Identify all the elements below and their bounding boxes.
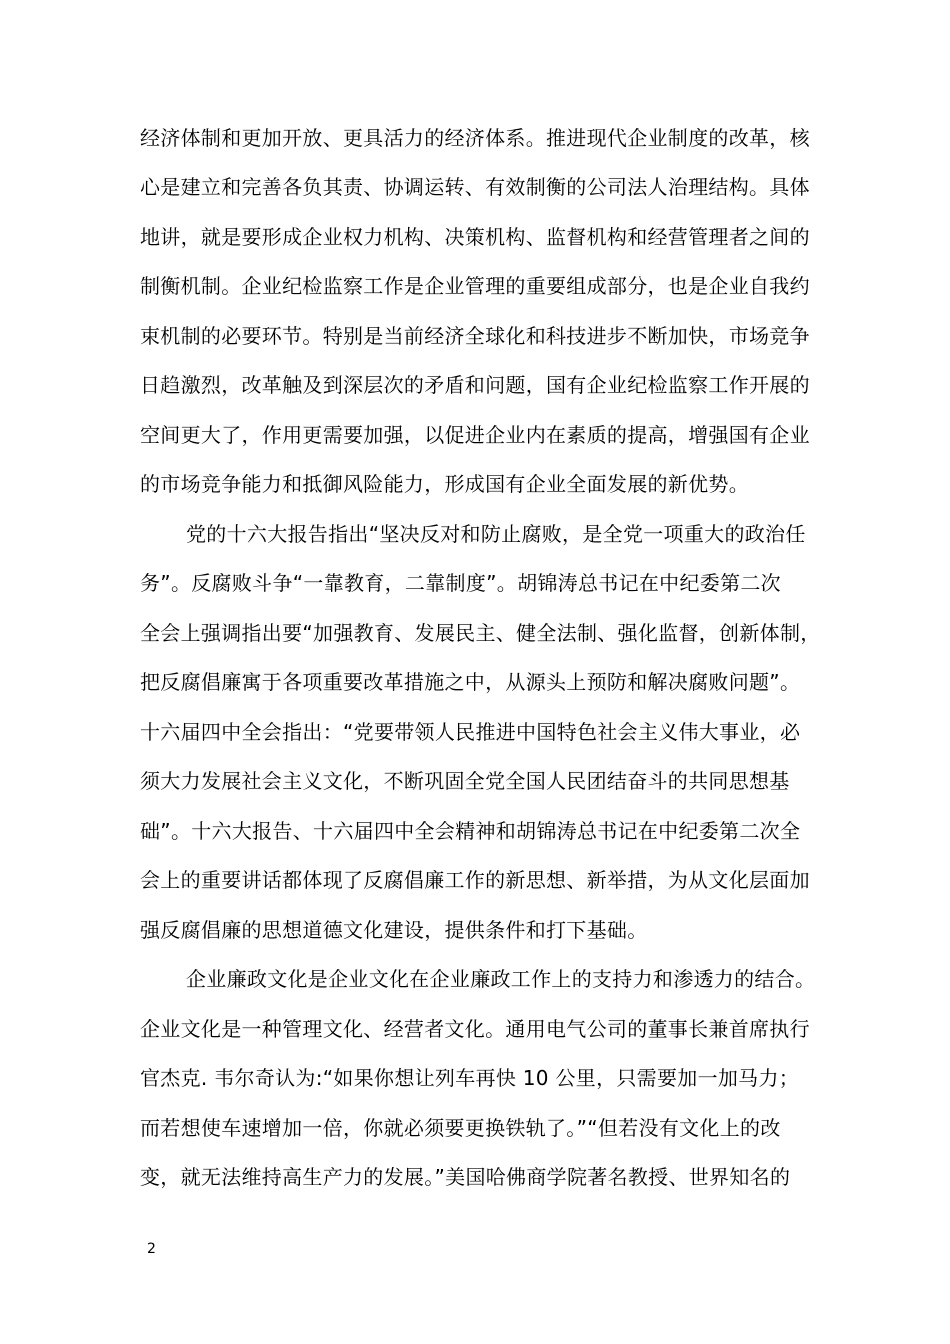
text-line: 制衡机制。企业纪检监察工作是企业管理的重要组成部分，也是企业自我约 — [140, 274, 810, 298]
text-line: 全会上强调指出要“加强教育、发展民主、健全法制、强化监督，创新体制， — [140, 621, 821, 645]
text-line: 础”。十六大报告、十六届四中全会精神和胡锦涛总书记在中纪委第二次全 — [140, 819, 801, 843]
text-line: 地讲，就是要形成企业权力机构、决策机构、监督机构和经营管理者之间的 — [140, 225, 810, 249]
text-line: 变，就无法维持高生产力的发展。”美国哈佛商学院著名教授、世界知名的 — [140, 1165, 791, 1189]
text-line: 须大力发展社会主义文化，不断巩固全党全国人民团结奋斗的共同思想基 — [140, 769, 790, 793]
text-line: 日趋激烈，改革触及到深层次的矛盾和问题，国有企业纪检监察工作开展的 — [140, 373, 810, 397]
text-line: 的市场竞争能力和抵御风险能力，形成国有企业全面发展的新优势。 — [140, 472, 749, 496]
text-line: 强反腐倡廉的思想道德文化建设，提供条件和打下基础。 — [140, 918, 648, 942]
text-line: 空间更大了，作用更需要加强，以促进企业内在素质的提高，增强国有企业 — [140, 423, 810, 447]
text-line: 官杰克. 韦尔奇认为:“如果你想让列车再快 10 公里，只需要加一加马力； — [140, 1066, 800, 1090]
page-number: 2 — [147, 1241, 156, 1257]
text-line: 十六届四中全会指出：“党要带领人民推进中国特色社会主义伟大事业，必 — [140, 720, 801, 744]
text-line: 心是建立和完善各负其责、协调运转、有效制衡的公司法人治理结构。具体 — [140, 175, 810, 199]
text-line: 把反腐倡廉寓于各项重要改革措施之中，从源头上预防和解决腐败问题”。 — [140, 670, 801, 694]
paragraph-first-line: 党的十六大报告指出“坚决反对和防止腐败，是全党一项重大的政治任 — [186, 522, 806, 546]
text-line: 经济体制和更加开放、更具活力的经济体系。推进现代企业制度的改革，核 — [140, 126, 810, 150]
paragraph-first-line: 企业廉政文化是企业文化在企业廉政工作上的支持力和渗透力的结合。 — [186, 967, 816, 991]
text-line: 企业文化是一种管理文化、经营者文化。通用电气公司的董事长兼首席执行 — [140, 1017, 810, 1041]
text-line: 而若想使车速增加一倍，你就必须要更换铁轨了。”“但若没有文化上的改 — [140, 1116, 781, 1140]
text-line: 务”。反腐败斗争“一靠教育，二靠制度”。胡锦涛总书记在中纪委第二次 — [140, 571, 781, 595]
text-line: 束机制的必要环节。特别是当前经济全球化和科技进步不断加快，市场竞争 — [140, 324, 810, 348]
text-line: 会上的重要讲话都体现了反腐倡廉工作的新思想、新举措，为从文化层面加 — [140, 868, 810, 892]
